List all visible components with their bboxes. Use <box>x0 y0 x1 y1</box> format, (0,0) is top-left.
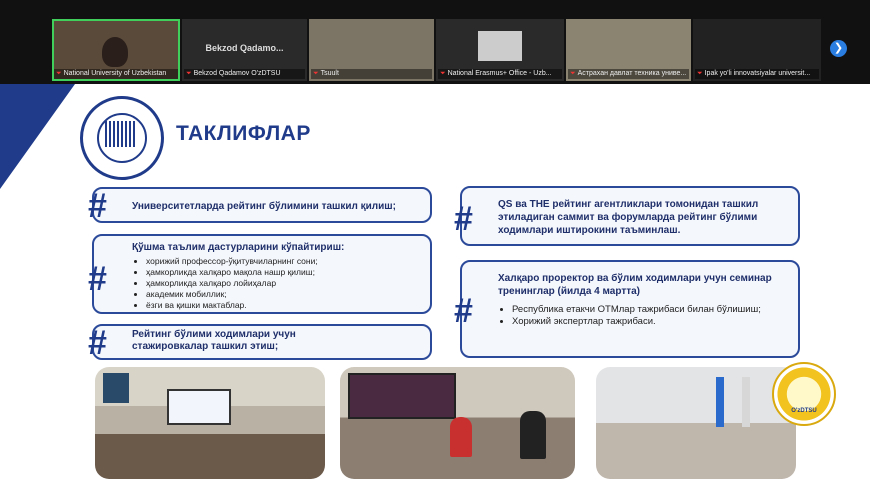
proposal-text: Университетларда рейтинг бўлимини ташкил қилиш; <box>132 201 396 212</box>
proposal-box <box>88 324 432 362</box>
meeting-photo <box>596 367 796 479</box>
hash-icon: # <box>88 187 107 225</box>
participant-name: Астрахан давлат техника униве... <box>577 70 687 77</box>
proposal-box <box>454 260 800 358</box>
participant-tile[interactable] <box>566 19 691 81</box>
mic-muted-icon: ⏷ <box>186 70 192 77</box>
slide-title: ТАКЛИФЛАР <box>176 122 311 145</box>
meeting-photo <box>340 367 575 479</box>
participant-video <box>102 37 128 67</box>
list-item: • хорижий профессор-ўқитувчиларнинг сони; <box>146 256 424 267</box>
presentation-screen <box>348 373 456 419</box>
list-item: • ҳамкорликда халқаро лойиҳалар <box>146 278 424 289</box>
proposal-text: Қўшма таълим дастурларини кўпайтириш: <box>132 242 345 253</box>
proposal-box <box>454 186 800 246</box>
proposal-text: QS ва THE рейтинг агентликлари томонидан ташкил этиладиган саммит ва форумларда рейтинг бўлими ходимлари иштирокини таъминлаш. <box>498 199 759 236</box>
list-item: • Республика етакчи ОТМлар тажрибаси билан бўлишиш; <box>512 304 782 316</box>
list-item: • Хорижий экспертлар тажрибаси. <box>512 316 782 328</box>
participant-tile[interactable] <box>693 19 821 81</box>
proposal-box <box>88 187 432 225</box>
participant-tile[interactable] <box>309 19 434 81</box>
list-item: • академик мобиллик; <box>146 289 424 300</box>
participant-name: National Erasmus+ Office - Uzb... <box>447 70 552 77</box>
hash-icon: # <box>454 292 473 330</box>
mic-muted-icon: ⏷ <box>440 70 446 77</box>
person <box>450 417 472 457</box>
participant-display-name: Bekzod Qadamo... <box>205 43 284 53</box>
wall-poster <box>103 373 129 403</box>
corner-decoration <box>0 84 75 189</box>
proposal-text: Рейтинг бўлими ходимлари учун стажировкалар ташкил этиш; <box>132 329 296 352</box>
proposal-list <box>132 256 424 311</box>
meeting-photo <box>95 367 325 479</box>
next-page-arrow-icon[interactable]: ❯ <box>830 40 847 57</box>
flag <box>716 377 724 427</box>
list-item: • ёзги ва қишки мактаблар. <box>146 300 424 311</box>
participant-tile[interactable] <box>182 19 307 81</box>
hash-icon: # <box>88 324 107 362</box>
shared-slide <box>0 84 870 489</box>
proposal-box <box>88 234 432 314</box>
mic-muted-icon: ⏷ <box>697 70 703 77</box>
participant-strip <box>0 0 870 84</box>
participant-name: Bekzod Qadamov O'zDTSU <box>193 70 281 77</box>
participant-name: National University of Uzbekistan <box>63 70 167 77</box>
hash-icon: # <box>88 260 107 298</box>
mic-muted-icon: ⏷ <box>570 70 576 77</box>
presentation-screen <box>167 389 231 425</box>
university-logo <box>80 96 164 180</box>
participant-avatar <box>478 31 522 61</box>
participant-tile[interactable] <box>436 19 564 81</box>
university-emblem <box>772 362 836 426</box>
mic-muted-icon: ⏷ <box>313 70 319 77</box>
participant-tile[interactable] <box>52 19 180 81</box>
list-item: • ҳамкорликда халқаро мақола нашр қилиш; <box>146 267 424 278</box>
flag <box>742 377 750 427</box>
participant-name: Ipak yo'li innovatsiyalar universit... <box>704 70 811 77</box>
hash-icon: # <box>454 200 473 238</box>
mic-muted-icon: ⏷ <box>56 70 62 77</box>
proposal-text: Халқаро проректор ва бўлим ходимлари учун семинар тренинглар (йилда 4 мартта) <box>498 273 772 297</box>
participant-name: Tsuult <box>320 70 339 77</box>
proposal-list <box>498 304 782 328</box>
person <box>520 411 546 459</box>
emblem-text: O'zDTSU <box>791 408 817 414</box>
